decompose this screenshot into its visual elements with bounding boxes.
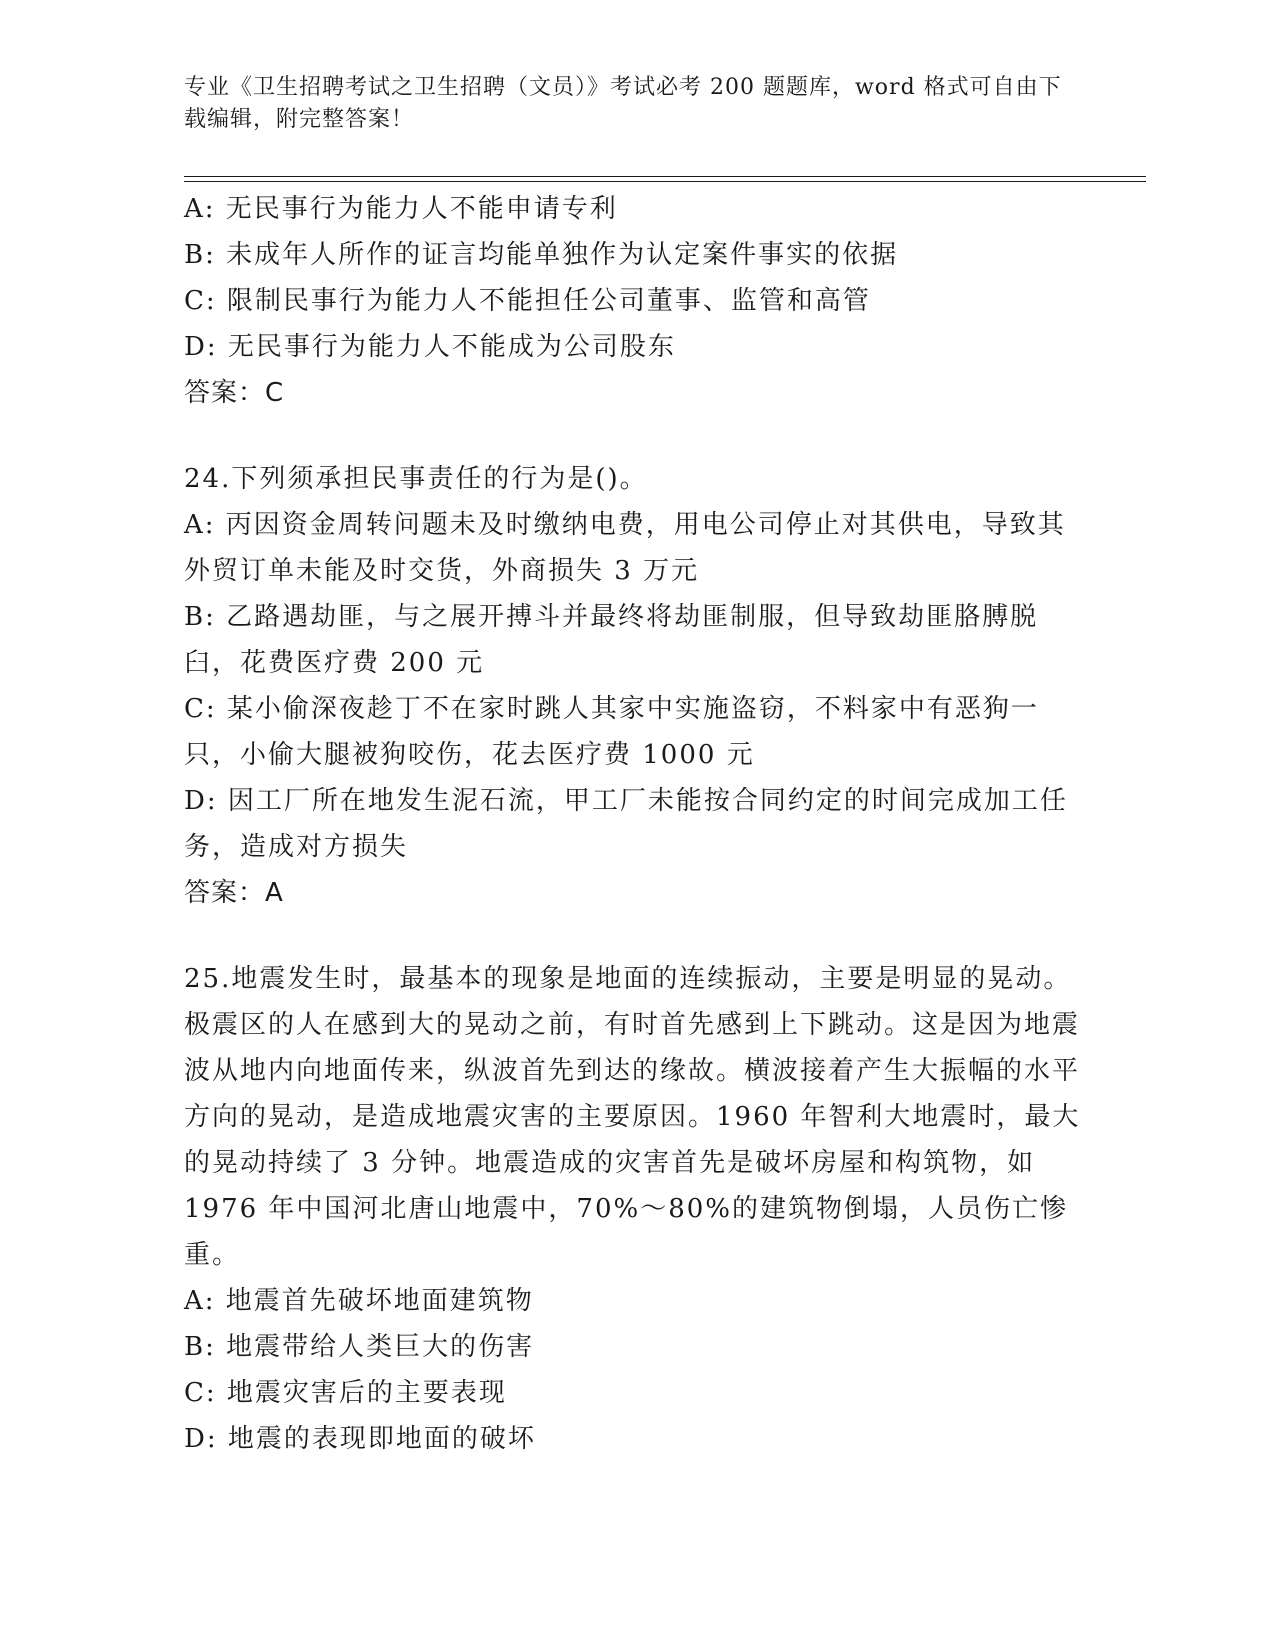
answer-line: 答案：A bbox=[184, 878, 284, 908]
answer-line: 答案：C bbox=[184, 378, 285, 408]
question-stem: 25.地震发生时，最基本的现象是地面的连续振动，主要是明显的晃动。极震区的人在感到大的晃动之前，有时首先感到上下跳动。这是因为地震波从地内向地面传来，纵波首先到达的缘故。横波接着产生大振幅的水平方向的晃动，是造成地震灾害的主要原因。1960 年智利大地震时，最大的晃动持续了 3 分钟。地震造成的灾害首先是破坏房屋和构筑物，如 1976 年中国河北唐山地震中，70%～80%的建筑物倒塌，人员伤亡惨重。 bbox=[184, 964, 1081, 1270]
block-spacer bbox=[184, 416, 1084, 456]
option-c: C: 某小偷深夜趁丁不在家时跳人其家中实施盗窃，不料家中有恶狗一只，小偷大腿被狗咬伤，花去医疗费 1000 元 bbox=[184, 694, 1039, 770]
question-list bbox=[184, 186, 1084, 1462]
question-stem: 24.下列须承担民事责任的行为是()。 bbox=[184, 464, 648, 494]
option-c: C: 地震灾害后的主要表现 bbox=[184, 1378, 507, 1408]
document-header: 专业《卫生招聘考试之卫生招聘（文员）》考试必考 200 题题库，word 格式可自由下载编辑，附完整答案！ bbox=[184, 75, 1062, 132]
option-d: D: 无民事行为能力人不能成为公司股东 bbox=[184, 332, 676, 362]
option-a: A: 丙因资金周转问题未及时缴纳电费，用电公司停止对其供电，导致其外贸订单未能及时交货，外商损失 3 万元 bbox=[184, 510, 1066, 586]
option-a: A: 地震首先破坏地面建筑物 bbox=[184, 1286, 534, 1316]
question-block-25 bbox=[184, 956, 1084, 1462]
option-a: A: 无民事行为能力人不能申请专利 bbox=[184, 194, 618, 224]
block-spacer bbox=[184, 916, 1084, 956]
header-rule-top bbox=[184, 176, 1146, 177]
option-b: B: 地震带给人类巨大的伤害 bbox=[184, 1332, 535, 1362]
option-d: D: 因工厂所在地发生泥石流，甲工厂未能按合同约定的时间完成加工任务，造成对方损失 bbox=[184, 786, 1068, 862]
option-c: C: 限制民事行为能力人不能担任公司董事、监管和高管 bbox=[184, 286, 871, 316]
option-d: D: 地震的表现即地面的破坏 bbox=[184, 1424, 536, 1454]
question-block-24 bbox=[184, 456, 1084, 916]
option-b: B: 未成年人所作的证言均能单独作为认定案件事实的依据 bbox=[184, 240, 899, 270]
header-rule-bottom bbox=[184, 181, 1146, 182]
option-b: B: 乙路遇劫匪，与之展开搏斗并最终将劫匪制服，但导致劫匪胳膊脱臼，花费医疗费 200 元 bbox=[184, 602, 1039, 678]
question-block-23 bbox=[184, 186, 1084, 416]
